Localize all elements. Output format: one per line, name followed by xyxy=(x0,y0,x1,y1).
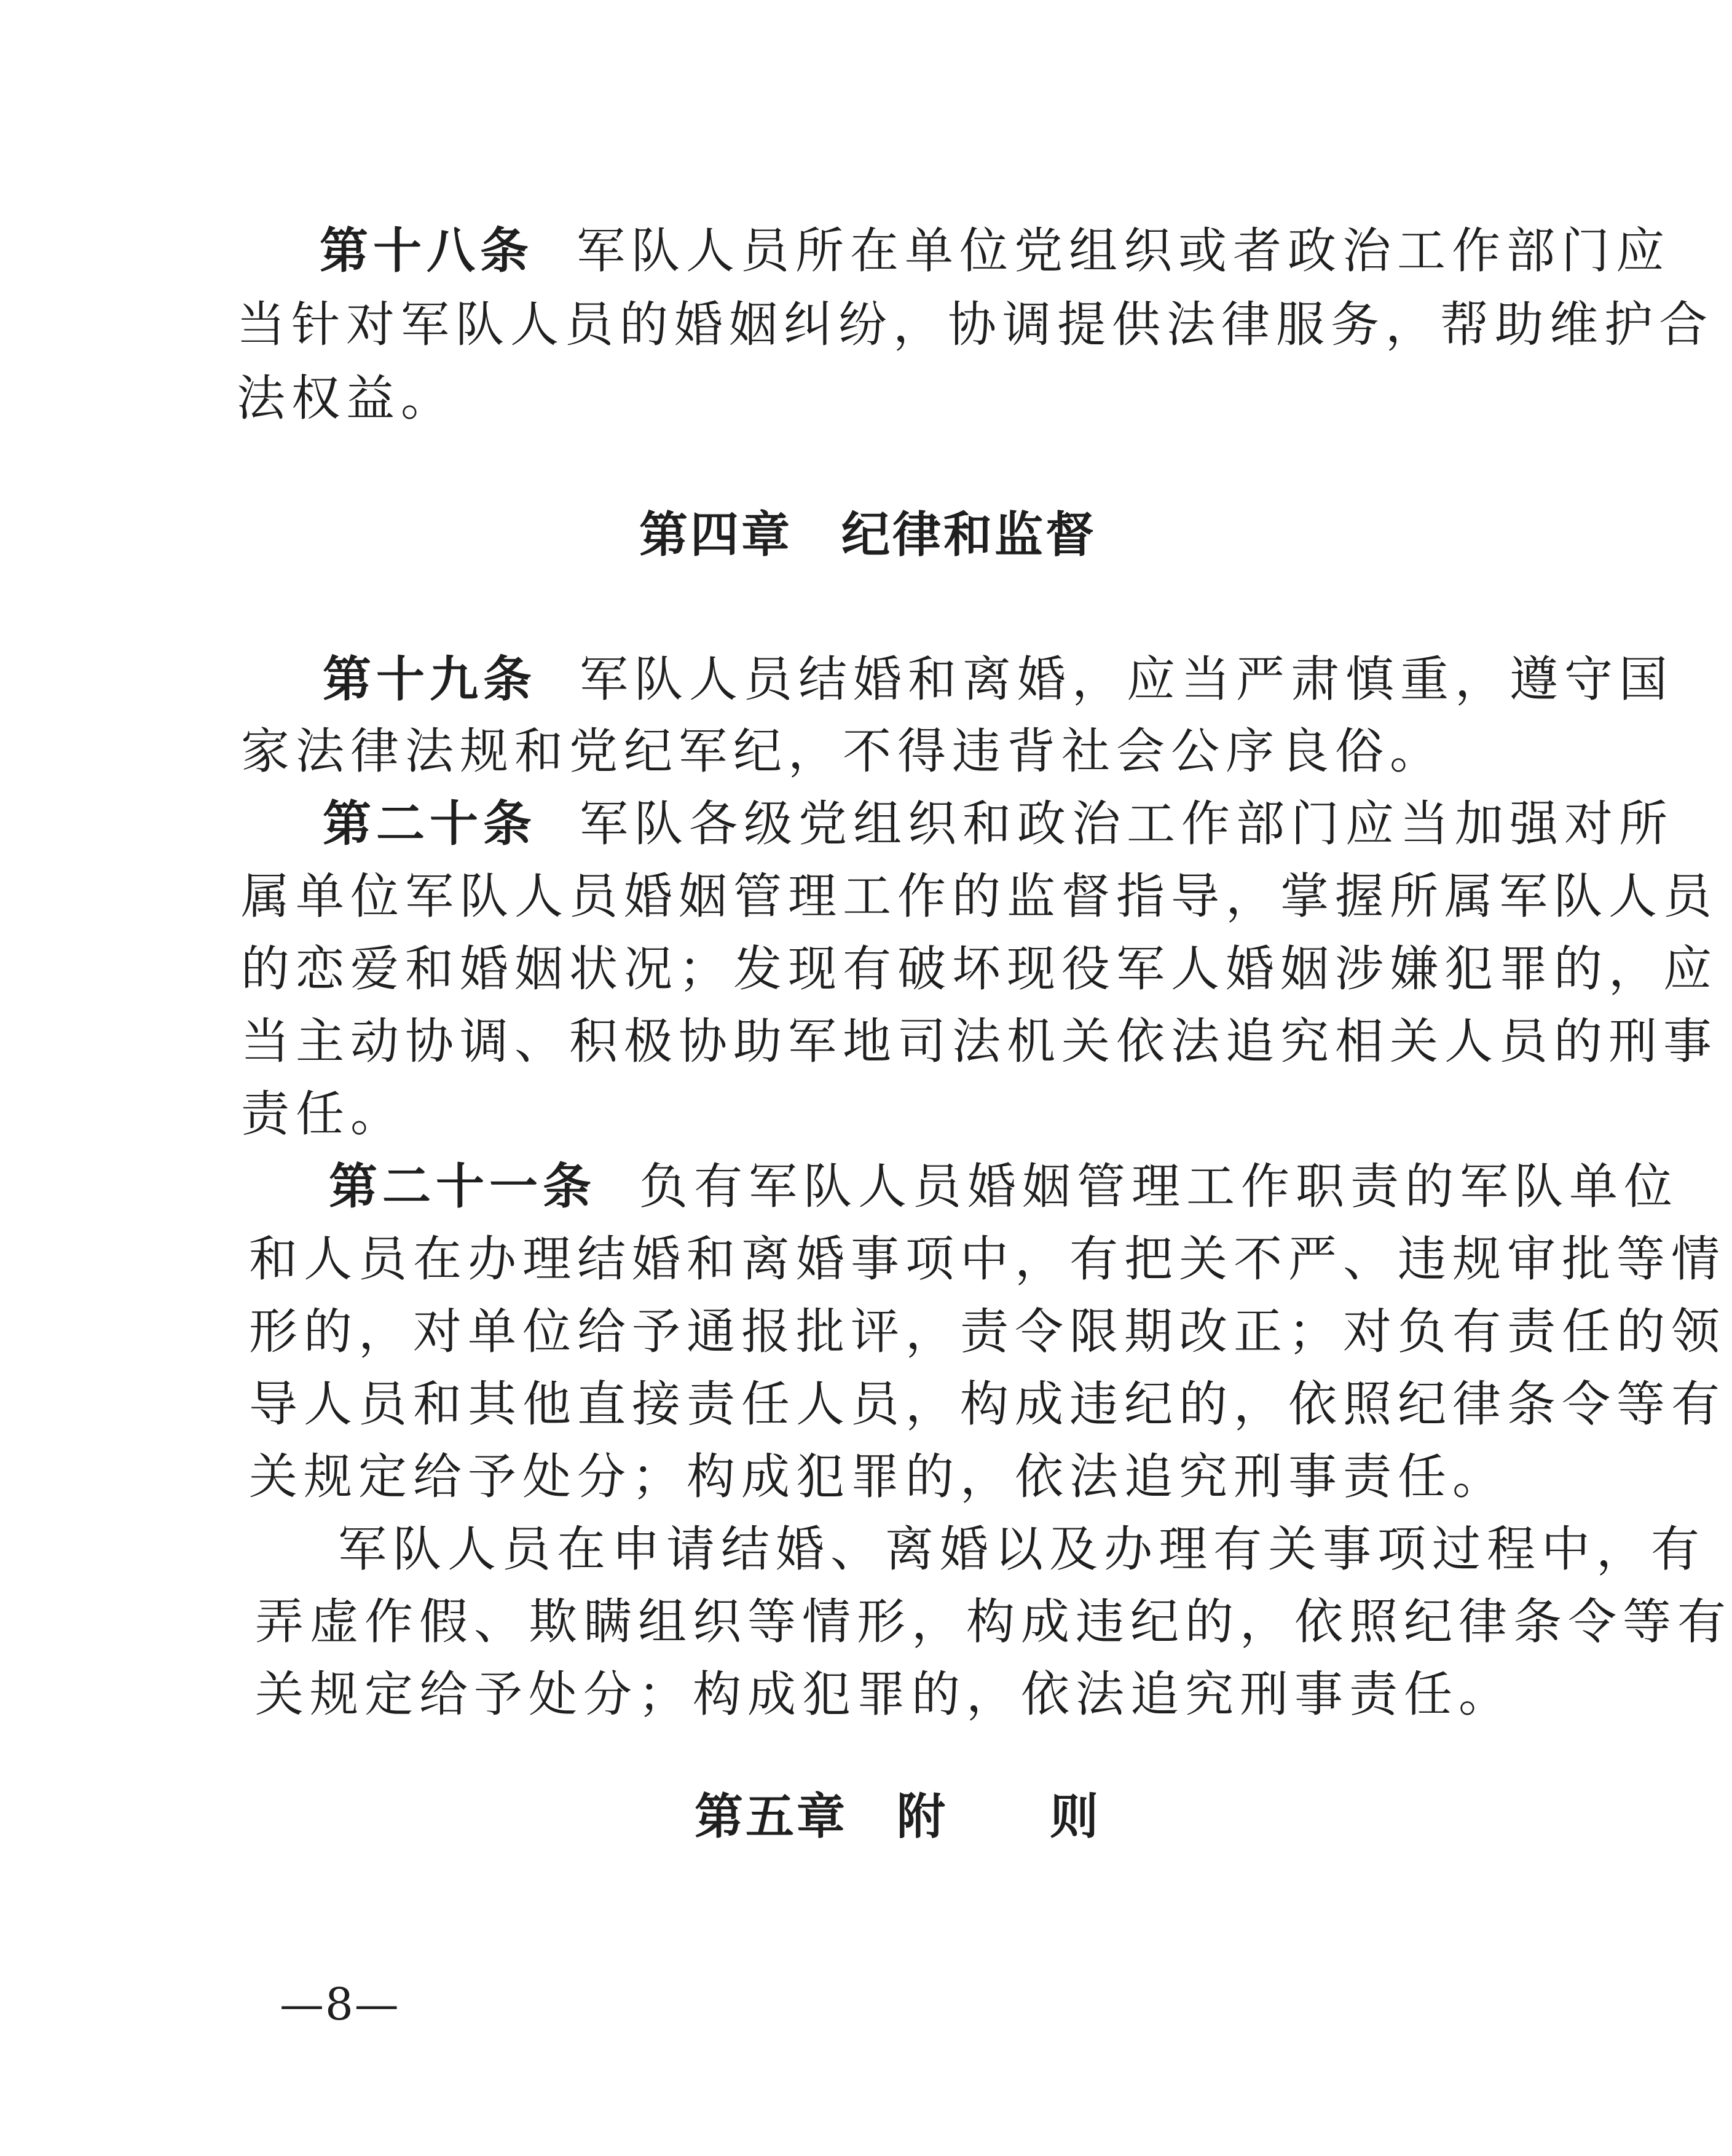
art20-line1 xyxy=(323,793,1674,855)
art20-line2: 属单位军队人员婚姻管理工作的监督指导，掌握所属军队人员 xyxy=(241,868,1718,925)
art21-para2-line3: 关规定给予处分；构成犯罪的，依法追究刑事责任。 xyxy=(255,1666,1513,1723)
art18-label: 第十八条 xyxy=(320,222,533,279)
chapter5-title: 附 则 xyxy=(897,1788,1101,1845)
art21-para2-line2: 弄虚作假、欺瞒组织等情形，构成违纪的，依照纪律条令等有 xyxy=(255,1593,1732,1650)
art18-line2: 当针对军队人员的婚姻纠纷，协调提供法律服务，帮助维护合 xyxy=(237,296,1714,353)
art20-line5: 责任。 xyxy=(241,1086,405,1142)
art21-label: 第二十一条 xyxy=(329,1158,596,1215)
art18-line1 xyxy=(320,220,1671,282)
art18-line3: 法权益。 xyxy=(237,370,455,427)
art20-line4: 当主动协调、积极协助军地司法机关依法追究相关人员的刑事 xyxy=(241,1013,1718,1070)
chapter5-heading xyxy=(695,1786,1101,1847)
chapter5-number: 第五章 xyxy=(695,1788,848,1845)
chapter4-title: 纪律和监督 xyxy=(841,506,1096,563)
art19-label: 第十九条 xyxy=(323,650,537,708)
art19-text-1: 军队人员结婚和离婚，应当严肃慎重，遵守国 xyxy=(580,651,1674,708)
page-number: —8— xyxy=(280,1978,400,2030)
art20-text-1: 军队各级党组织和政治工作部门应当加强对所 xyxy=(580,796,1674,852)
chapter4-number: 第四章 xyxy=(639,506,792,563)
art21-line4: 导人员和其他直接责任人员，构成违纪的，依照纪律条令等有 xyxy=(249,1376,1726,1432)
art19-line2: 家法律法规和党纪军纪，不得违背社会公序良俗。 xyxy=(241,723,1444,780)
art21-line5: 关规定给予处分；构成犯罪的，依法追究刑事责任。 xyxy=(249,1448,1507,1505)
art21-text-1: 负有军队人员婚姻管理工作职责的军队单位 xyxy=(639,1158,1679,1215)
chapter4-heading xyxy=(639,504,1096,566)
art18-text-1: 军队人员所在单位党组织或者政治工作部门应 xyxy=(577,223,1671,279)
art21-line1 xyxy=(329,1156,1679,1217)
art21-para2-line1: 军队人员在申请结婚、离婚以及办理有关事项过程中，有 xyxy=(338,1521,1706,1578)
art19-line1 xyxy=(323,649,1674,710)
art21-line2: 和人员在办理结婚和离婚事项中，有把关不严、违规审批等情 xyxy=(249,1231,1726,1287)
art20-line3: 的恋爱和婚姻状况；发现有破坏现役军人婚姻涉嫌犯罪的，应 xyxy=(241,941,1718,997)
art21-line3: 形的，对单位给予通报批评，责令限期改正；对负有责任的领 xyxy=(249,1303,1726,1360)
art20-label: 第二十条 xyxy=(323,795,537,852)
